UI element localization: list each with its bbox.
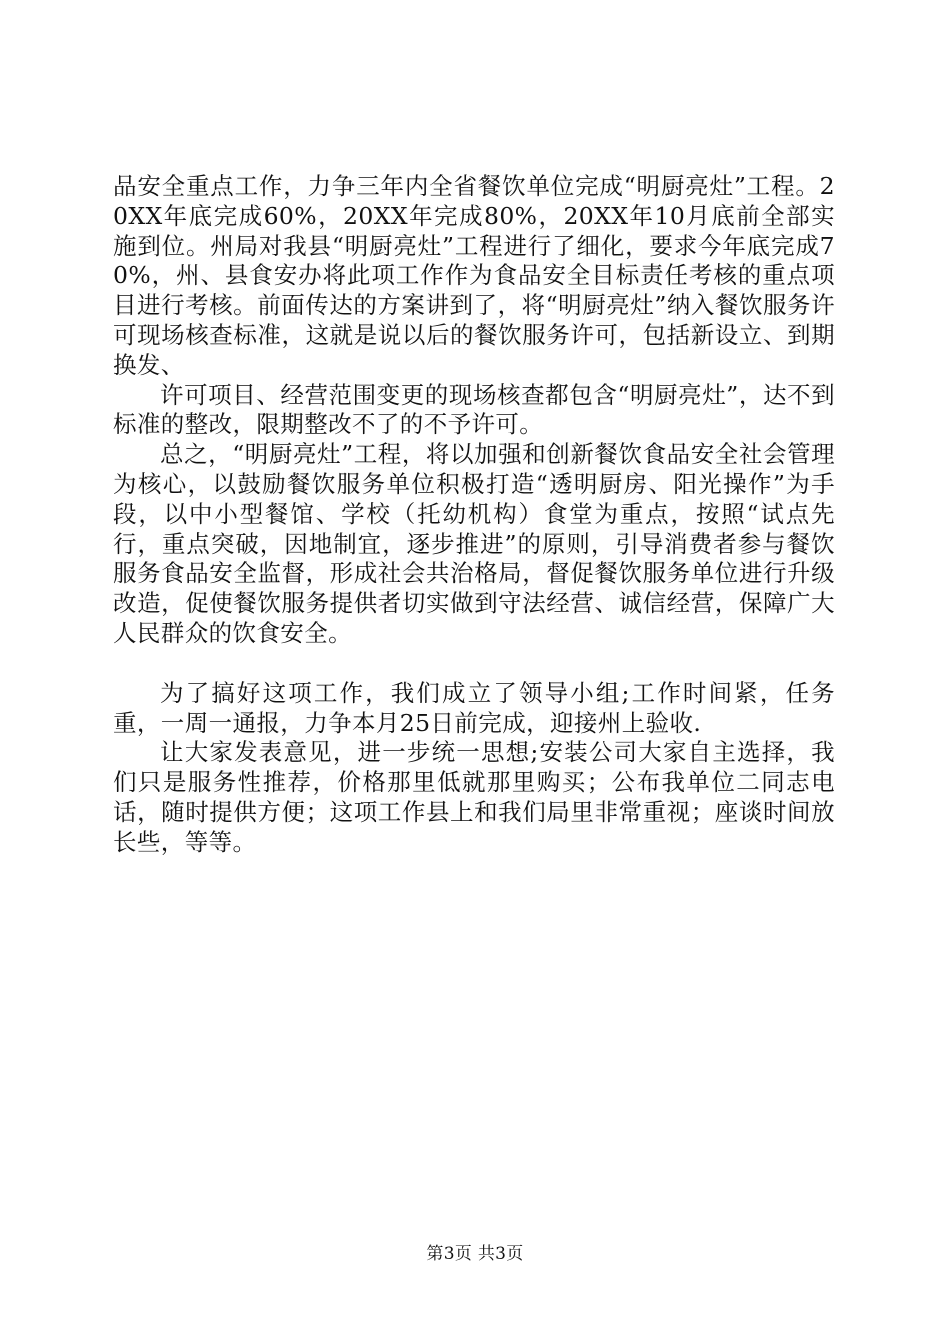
paragraph-2: 许可项目、经营范围变更的现场核查都包含“明厨亮灶”，达不到标准的整改，限期整改不了的不予许可。 (113, 380, 835, 439)
paragraph-5: 让大家发表意见，进一步统一思想;安装公司大家自主选择，我们只是服务性推荐，价格那里低就那里购买；公布我单位二同志电话，随时提供方便；这项工作县上和我们局里非常重视；座谈时间放长些，等等。 (113, 738, 835, 856)
document-body (113, 172, 835, 858)
paragraph-3: 总之，“明厨亮灶”工程，将以加强和创新餐饮食品安全社会管理为核心，以鼓励餐饮服务单位积极打造“透明厨房、阳光操作”为手段，以中小型餐馆、学校（托幼机构）食堂为重点，按照“试点先行，重点突破，因地制宜，逐步推进”的原则，引导消费者参与餐饮服务食品安全监督，形成社会共治格局，督促餐饮服务单位进行升级改造，促使餐饮服务提供者切实做到守法经营、诚信经营，保障广大人民群众的饮食安全。 (113, 440, 835, 647)
page-footer (0, 1244, 950, 1264)
page-number-label: 第3页 共3页 (426, 1244, 524, 1264)
paragraph-1: 品安全重点工作，力争三年内全省餐饮单位完成“明厨亮灶”工程。20XX年底完成60%，20XX年完成80%，20XX年10月底前全部实施到位。州局对我县“明厨亮灶”工程进行了细化，要求今年底完成70%，州、县食安办将此项工作作为食品安全目标责任考核的重点项目进行考核。前面传达的方案讲到了，将“明厨亮灶”纳入餐饮服务许可现场核查标准，这就是说以后的餐饮服务许可，包括新设立、到期换发、 (113, 172, 835, 379)
paragraph-4: 为了搞好这项工作，我们成立了领导小组;工作时间紧，任务重，一周一通报，力争本月25日前完成，迎接州上验收. (113, 678, 835, 737)
